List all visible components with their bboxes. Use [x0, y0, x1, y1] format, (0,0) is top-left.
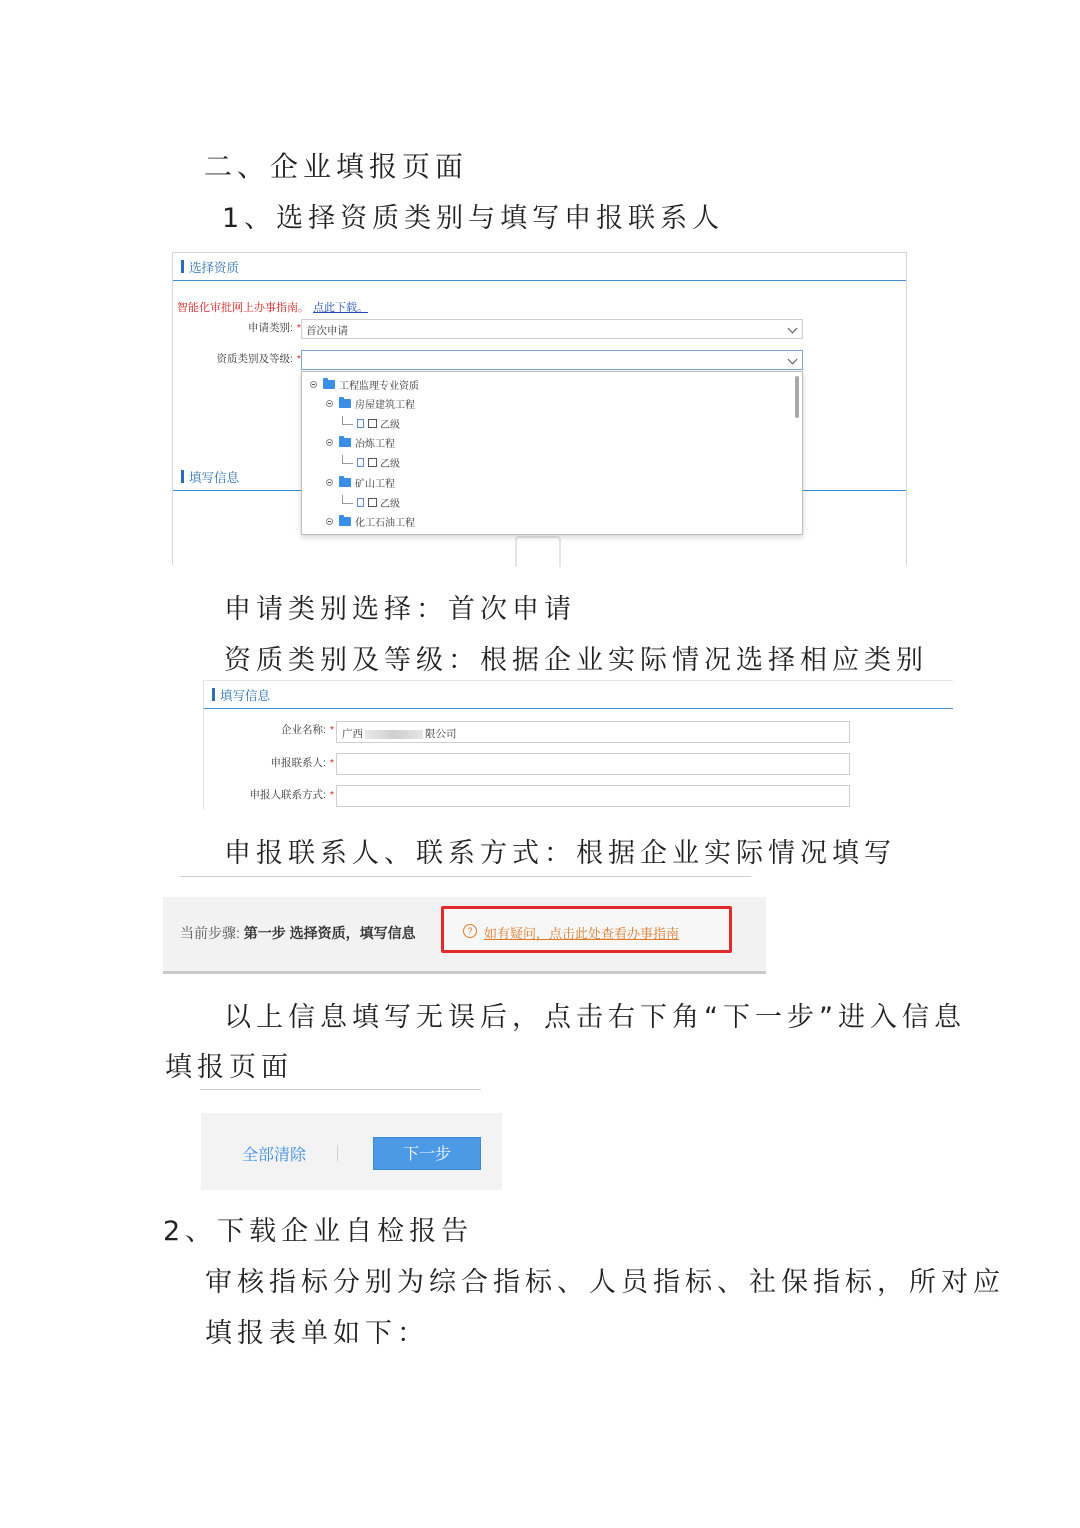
note-contact: 申报联系人、联系方式：根据企业实际情况填写 [224, 838, 896, 869]
guide-text: 智能化审批网上办事指南。 [177, 302, 309, 314]
faint-doc-icon [515, 536, 561, 567]
question-circle-icon: ? [463, 924, 477, 938]
tree-node-chemical[interactable]: 化工石油工程 [326, 512, 415, 530]
section-heading-main: 二、企业填报页面 [204, 150, 469, 183]
note-next-line2: 填报页面 [165, 1052, 293, 1083]
subheading-select-qualification: 1、选择资质类别与填写申报联系人 [222, 203, 725, 234]
tree-node-building[interactable]: 房屋建筑工程 [326, 394, 415, 412]
folder-icon [339, 478, 351, 487]
separator [337, 1145, 338, 1161]
required-asterisk: * [329, 789, 334, 801]
qualification-tree-dropdown[interactable] [301, 371, 803, 535]
file-icon [357, 498, 364, 507]
qualification-select-screenshot [172, 252, 907, 565]
folder-icon [339, 517, 351, 526]
qualification-label: 资质类别及等级: * [216, 353, 301, 365]
required-asterisk: * [329, 724, 334, 736]
collapse-icon[interactable] [326, 400, 333, 407]
action-buttons-screenshot [201, 1113, 502, 1190]
required-asterisk: * [329, 757, 334, 769]
section-title: 填写信息 [220, 689, 271, 703]
tree-node-mining[interactable]: 矿山工程 [326, 473, 395, 491]
checkbox[interactable] [368, 498, 377, 507]
required-asterisk: * [296, 353, 301, 365]
paragraph-line1: 审核指标分别为综合指标、人员指标、社保指标，所对应 [205, 1267, 1005, 1298]
divider [200, 1089, 481, 1090]
divider [180, 876, 751, 877]
qualification-select[interactable] [301, 350, 803, 370]
section-bar-icon [181, 470, 184, 483]
collapse-icon[interactable] [326, 479, 333, 486]
contact-person-input[interactable] [336, 753, 850, 775]
highlight-box [441, 906, 732, 953]
collapse-icon[interactable] [326, 518, 333, 525]
section-bar-icon [212, 688, 215, 701]
chevron-down-icon [788, 355, 798, 365]
company-name-input[interactable]: 广西 限公司 [336, 721, 850, 743]
file-icon [357, 419, 364, 428]
section-header-select [173, 253, 906, 281]
current-step-text: 当前步骤: 第一步 选择资质，填写信息 [180, 925, 416, 941]
contact-person-label: 申报联系人: * [270, 757, 334, 769]
next-step-button[interactable]: 下一步 [373, 1137, 481, 1170]
paragraph-line2: 填报表单如下： [205, 1318, 429, 1349]
folder-icon [323, 380, 335, 389]
note-next-line1: 以上信息填写无误后，点击右下角“下一步”进入信息 [224, 1002, 966, 1033]
contact-phone-label: 申报人联系方式: * [249, 789, 334, 801]
required-asterisk: * [296, 322, 301, 334]
section-header-fill [204, 681, 953, 709]
current-step-value: 第一步 选择资质，填写信息 [243, 925, 416, 941]
tree-node-metallurgy[interactable]: 冶炼工程 [326, 433, 395, 451]
tree-leaf-grade[interactable]: 乙级 [342, 493, 400, 511]
note-apply-type: 申请类别选择：首次申请 [224, 594, 576, 625]
current-step-screenshot [163, 897, 766, 974]
scrollbar-thumb[interactable] [795, 376, 799, 418]
clear-all-button[interactable]: 全部清除 [242, 1147, 307, 1164]
folder-icon [339, 399, 351, 408]
subheading-download-report: 2、下载企业自检报告 [163, 1216, 474, 1247]
file-icon [357, 458, 364, 467]
tree-leaf-grade[interactable]: 乙级 [342, 453, 400, 471]
note-qualification-type: 资质类别及等级：根据企业实际情况选择相应类别 [224, 645, 928, 676]
section-bar-icon [181, 260, 184, 273]
checkbox[interactable] [368, 419, 377, 428]
collapse-icon[interactable] [326, 439, 333, 446]
section-title: 填写信息 [189, 471, 240, 485]
company-name-label: 企业名称: * [280, 724, 334, 736]
tree-node-root[interactable]: 工程监理专业资质 [310, 375, 419, 393]
redacted-text [365, 730, 423, 739]
guide-download-link[interactable]: 点此下载。 [313, 302, 368, 314]
checkbox[interactable] [368, 458, 377, 467]
collapse-icon[interactable] [310, 381, 317, 388]
apply-type-label: 申请类别: * [247, 322, 301, 334]
section-title: 选择资质 [189, 261, 240, 275]
guide-notice [177, 299, 368, 315]
chevron-down-icon [788, 324, 798, 334]
tree-leaf-grade[interactable]: 乙级 [342, 414, 400, 432]
contact-phone-input[interactable] [336, 785, 850, 807]
help-guide-link[interactable]: 如有疑问，点击此处查看办事指南 [484, 926, 680, 941]
folder-icon [339, 438, 351, 447]
fill-info-screenshot [203, 680, 953, 809]
apply-type-select[interactable]: 首次申请 [301, 319, 803, 339]
